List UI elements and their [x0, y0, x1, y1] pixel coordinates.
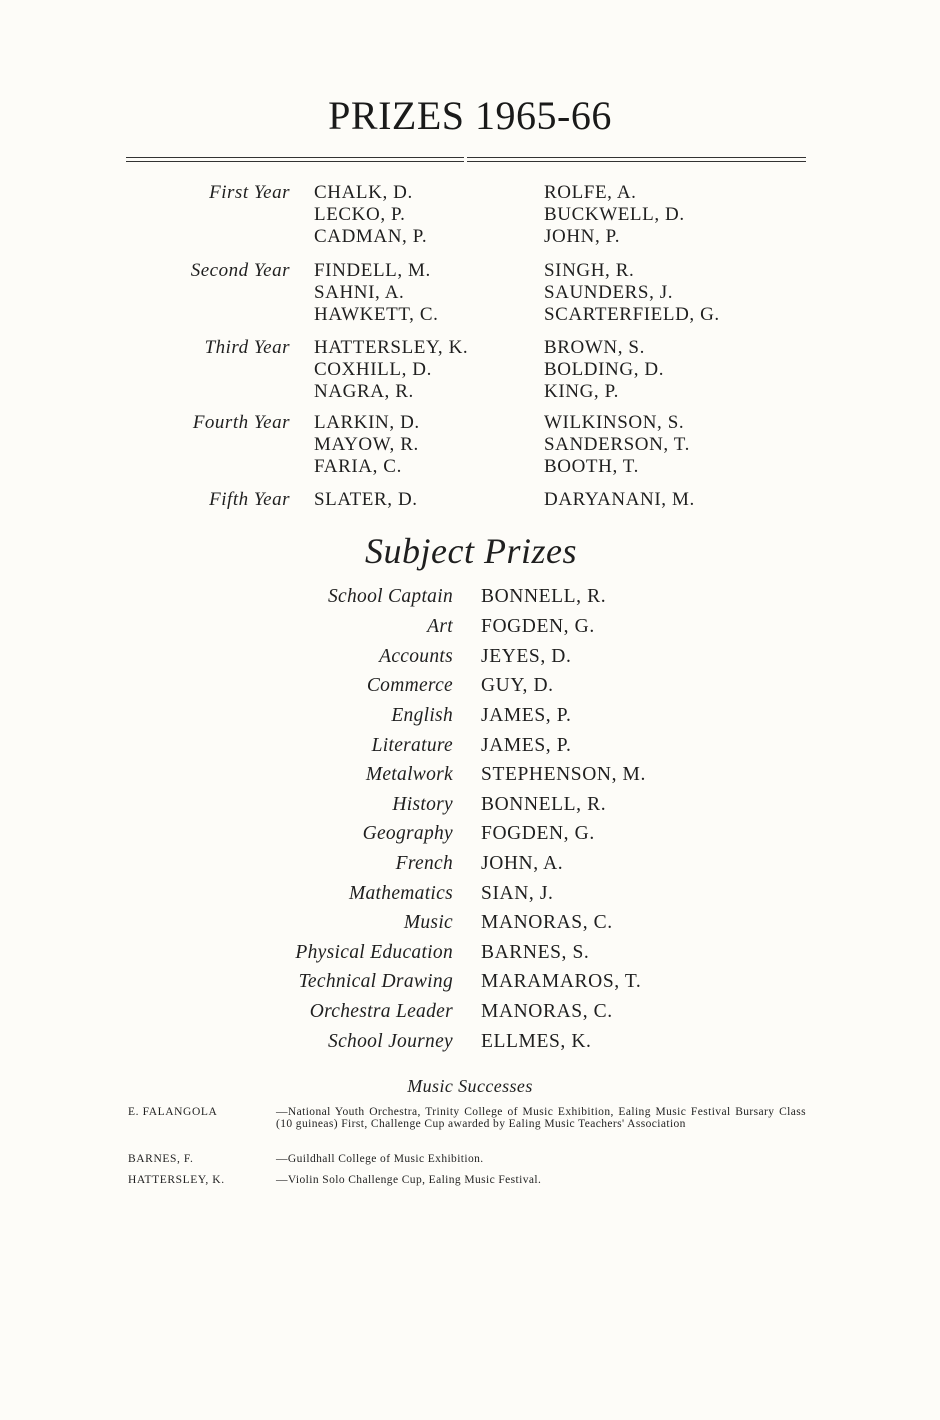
subject-label: School Journey — [328, 1031, 453, 1052]
winner-name: MAYOW, R. — [314, 434, 419, 455]
year-names-right — [544, 260, 720, 326]
subject-row — [0, 672, 940, 702]
subject-winner: JEYES, D. — [481, 646, 572, 667]
subject-winner: JOHN, A. — [481, 853, 564, 874]
winner-name: NAGRA, R. — [314, 381, 414, 402]
music-entry-description: —National Youth Orchestra, Trinity College of Music Exhibition, Ealing Music Festival Bursary Class (10 guineas) First, Challenge Cup awarded by Ealing Music Teachers' Association — [276, 1106, 806, 1130]
winner-name: FARIA, C. — [314, 456, 402, 477]
subject-winner: ELLMES, K. — [481, 1031, 592, 1052]
year-group-second — [0, 260, 940, 330]
subject-label: French — [395, 853, 453, 874]
winner-name: LARKIN, D. — [314, 412, 420, 433]
music-entry-description: —Guildhall College of Music Exhibition. — [276, 1153, 484, 1165]
winner-name: KING, P. — [544, 381, 620, 402]
winner-name: SINGH, R. — [544, 260, 635, 281]
subject-row — [0, 850, 940, 880]
subject-label: Mathematics — [348, 883, 453, 904]
subject-label: Orchestra Leader — [309, 1001, 453, 1022]
subject-label: History — [392, 794, 453, 815]
subject-label: School Captain — [328, 586, 453, 607]
winner-name: SANDERSON, T. — [544, 434, 690, 455]
winner-name: LECKO, P. — [314, 204, 406, 225]
subject-winner: SIAN, J. — [481, 883, 554, 904]
winner-name: SLATER, D. — [314, 489, 418, 510]
subject-winner: FOGDEN, G. — [481, 823, 595, 844]
subject-label: Metalwork — [365, 764, 453, 785]
winner-name: SAHNI, A. — [314, 282, 405, 303]
winner-name: ROLFE, A. — [544, 182, 637, 203]
year-label: Fifth Year — [209, 489, 290, 510]
subject-row — [0, 583, 940, 613]
winner-name: SAUNDERS, J. — [544, 282, 674, 303]
year-names-right — [544, 182, 685, 248]
year-label: Fourth Year — [192, 412, 290, 433]
subject-row — [0, 939, 940, 969]
subject-row — [0, 880, 940, 910]
subject-winner: MANORAS, C. — [481, 1001, 613, 1022]
music-entry-name: E. FALANGOLA — [128, 1106, 218, 1118]
subject-row — [0, 702, 940, 732]
music-successes-heading: Music Successes — [407, 1076, 533, 1096]
year-names-right — [544, 412, 690, 478]
subject-winner: BONNELL, R. — [481, 794, 607, 815]
subject-label: Literature — [371, 735, 453, 756]
subject-row — [0, 613, 940, 643]
subject-label: Physical Education — [295, 942, 453, 963]
subject-label: English — [391, 705, 453, 726]
subject-row — [0, 732, 940, 762]
year-label: First Year — [209, 182, 290, 203]
year-names-left — [314, 182, 427, 248]
winner-name: BOOTH, T. — [544, 456, 639, 477]
year-group-fourth — [0, 412, 940, 482]
subject-winner: MANORAS, C. — [481, 912, 613, 933]
subject-row — [0, 791, 940, 821]
subject-winner: GUY, D. — [481, 675, 554, 696]
year-names-left — [314, 412, 420, 478]
year-label: Third Year — [204, 337, 290, 358]
subject-label: Art — [427, 616, 453, 637]
winner-name: HATTERSLEY, K. — [314, 337, 469, 358]
winner-name: COXHILL, D. — [314, 359, 432, 380]
winner-name: BROWN, S. — [544, 337, 645, 358]
winner-name: BOLDING, D. — [544, 359, 665, 380]
title-rule-break — [464, 154, 467, 164]
year-names-right — [544, 489, 695, 511]
subject-label: Music — [403, 912, 453, 933]
subject-label: Accounts — [379, 646, 453, 667]
subject-row — [0, 1028, 940, 1058]
subject-prizes-heading: Subject Prizes — [365, 531, 577, 571]
year-names-right — [544, 337, 664, 403]
year-names-left — [314, 489, 418, 511]
subject-winner: FOGDEN, G. — [481, 616, 595, 637]
winner-name: BUCKWELL, D. — [544, 204, 685, 225]
year-names-left — [314, 260, 439, 326]
subject-row — [0, 998, 940, 1028]
subject-row — [0, 909, 940, 939]
subject-row — [0, 820, 940, 850]
subject-row — [0, 643, 940, 673]
winner-name: JOHN, P. — [544, 226, 621, 247]
subject-row — [0, 761, 940, 791]
subject-winner: MARAMAROS, T. — [481, 971, 642, 992]
winner-name: FINDELL, M. — [314, 260, 431, 281]
subject-label: Technical Drawing — [298, 971, 453, 992]
year-names-left — [314, 337, 468, 403]
year-group-third — [0, 337, 940, 407]
music-entry-name: BARNES, F. — [128, 1153, 194, 1165]
subject-winner: BARNES, S. — [481, 942, 590, 963]
winner-name: WILKINSON, S. — [544, 412, 685, 433]
subject-label: Commerce — [366, 675, 453, 696]
subject-winner: STEPHENSON, M. — [481, 764, 646, 785]
subject-winner: JAMES, P. — [481, 705, 572, 726]
year-group-first — [0, 182, 940, 252]
winner-name: DARYANANI, M. — [544, 489, 695, 510]
winner-name: SCARTERFIELD, G. — [544, 304, 720, 325]
winner-name: CHALK, D. — [314, 182, 413, 203]
subject-winner: BONNELL, R. — [481, 586, 607, 607]
subject-label: Geography — [362, 823, 453, 844]
page-title: PRIZES 1965-66 — [328, 93, 612, 138]
music-entry-description: —Violin Solo Challenge Cup, Ealing Music Festival. — [276, 1174, 542, 1186]
subject-row — [0, 968, 940, 998]
year-label: Second Year — [190, 260, 290, 281]
winner-name: CADMAN, P. — [314, 226, 428, 247]
subject-winner: JAMES, P. — [481, 735, 572, 756]
music-entry-name: HATTERSLEY, K. — [128, 1174, 225, 1186]
winner-name: HAWKETT, C. — [314, 304, 439, 325]
